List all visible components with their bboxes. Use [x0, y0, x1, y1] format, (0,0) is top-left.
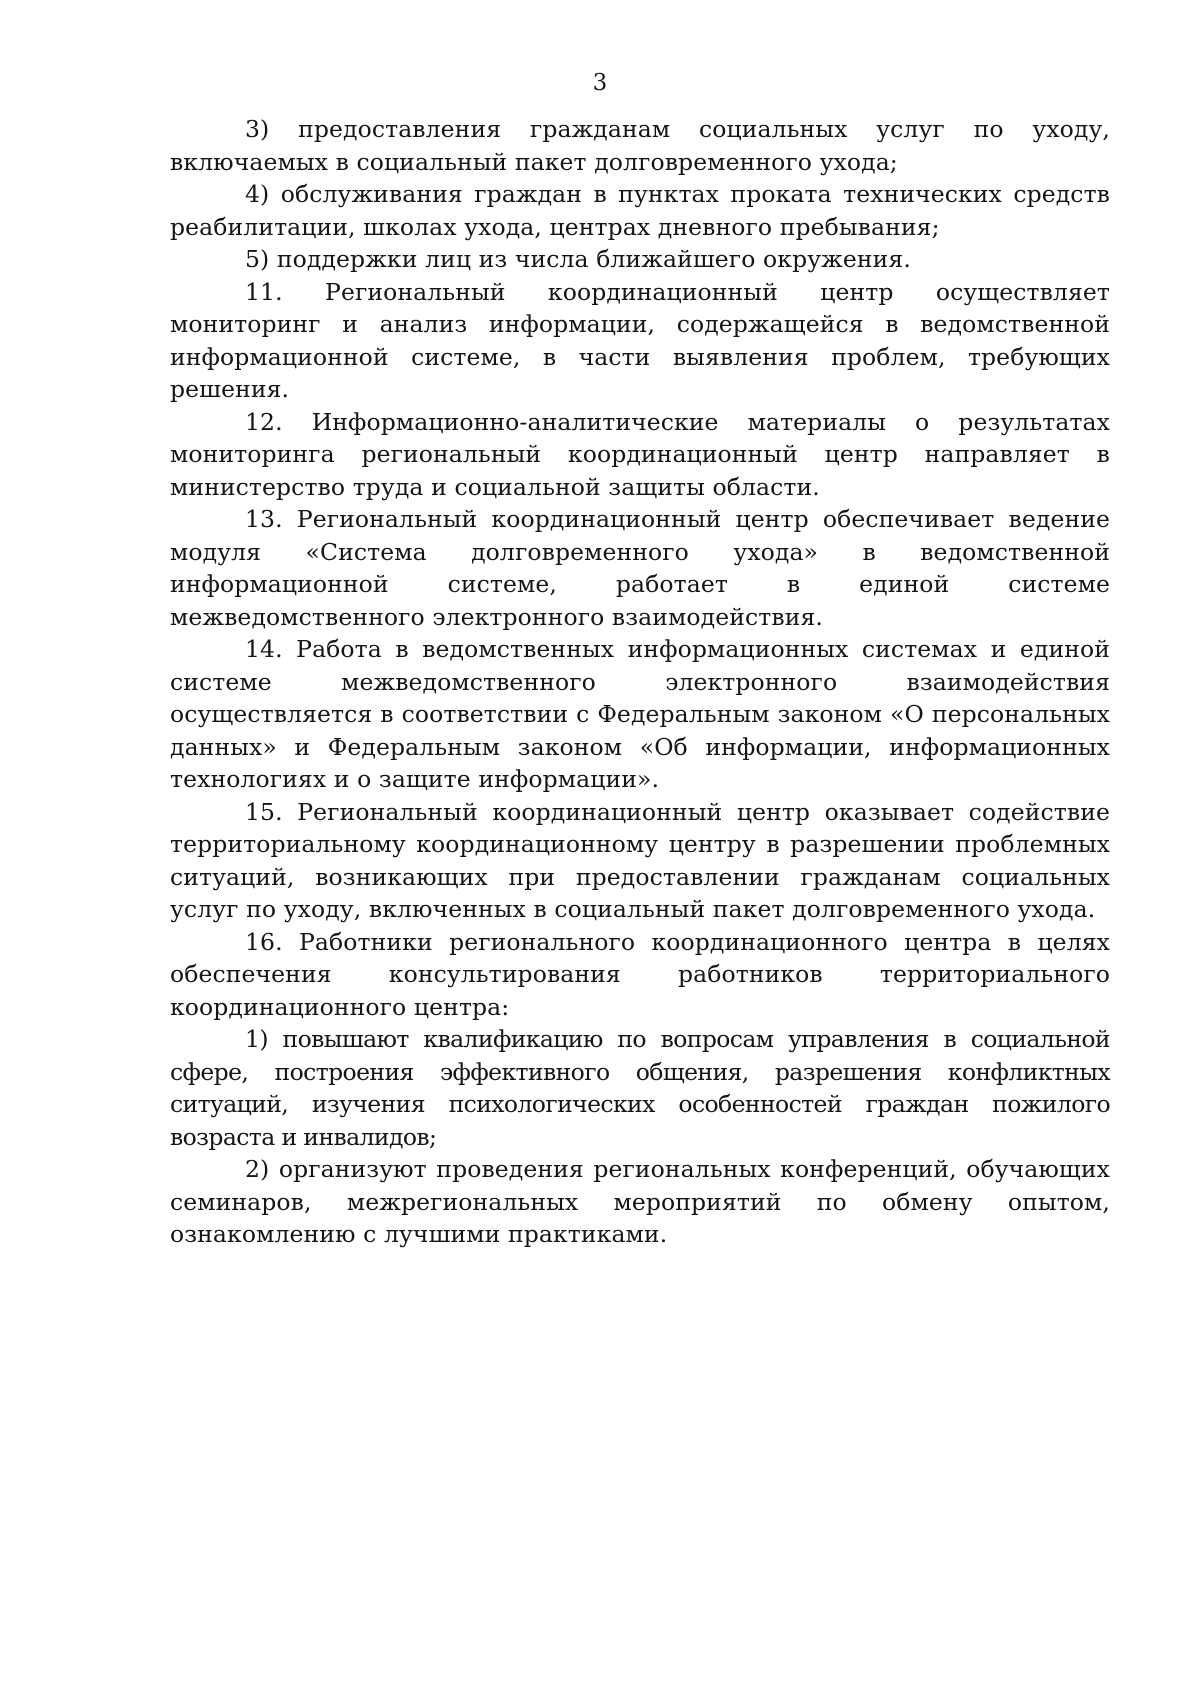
clause-16: 16. Работники регионального координационного центра в целях обеспечения консультирования работников территориального координационного центра: [170, 927, 1110, 1021]
clause-16-item-1: 1) повышают квалификацию по вопросам управления в социальной сфере, построения эффективного общения, разрешения конфликтных ситуаций, изучения психологических особенностей граждан пожилого возраста и инвалидов; [170, 1025, 1110, 1151]
clause-15: 15. Региональный координационный центр оказывает содействие территориальному координационному центру в разрешении проблемных ситуаций, возникающих при предоставлении гражданам социальных услуг по уходу, включенных в социальный пакет долговременного ухода. [170, 797, 1110, 923]
clause-14: 14. Работа в ведомственных информационных системах и единой системе межведомственного электронного взаимодействия осуществляется в соответствии с Федеральным законом «О персональных данных» и Федеральным законом «Об информации, информационных технологиях и о защите информации». [170, 635, 1110, 793]
page-number: 3 [592, 70, 608, 96]
clause-12: 12. Информационно-аналитические материалы о результатах мониторинга региональный координационный центр направляет в министерство труда и социальной защиты области. [170, 407, 1110, 501]
list-item-3: 3) предоставления гражданам социальных услуг по уходу, включаемых в социальный пакет долговременного ухода; [170, 115, 1110, 176]
clause-16-item-2: 2) организуют проведения региональных конференций, обучающих семинаров, межрегиональных мероприятий по обмену опытом, ознакомлению с лучшими практиками. [170, 1155, 1110, 1248]
list-item-5: 5) поддержки лиц из числа ближайшего окружения. [245, 245, 911, 273]
list-item-4: 4) обслуживания граждан в пунктах проката технических средств реабилитации, школах ухода, центрах дневного пребывания; [170, 180, 1110, 241]
document-body [170, 113, 1110, 1251]
clause-13: 13. Региональный координационный центр обеспечивает ведение модуля «Система долговременного ухода» в ведомственной информационной системе, работает в единой системе межведомственного электронного взаимодействия. [170, 505, 1110, 631]
clause-11: 11. Региональный координационный центр осуществляет мониторинг и анализ информации, содержащейся в ведомственной информационной системе, в части выявления проблем, требующих решения. [170, 277, 1110, 403]
